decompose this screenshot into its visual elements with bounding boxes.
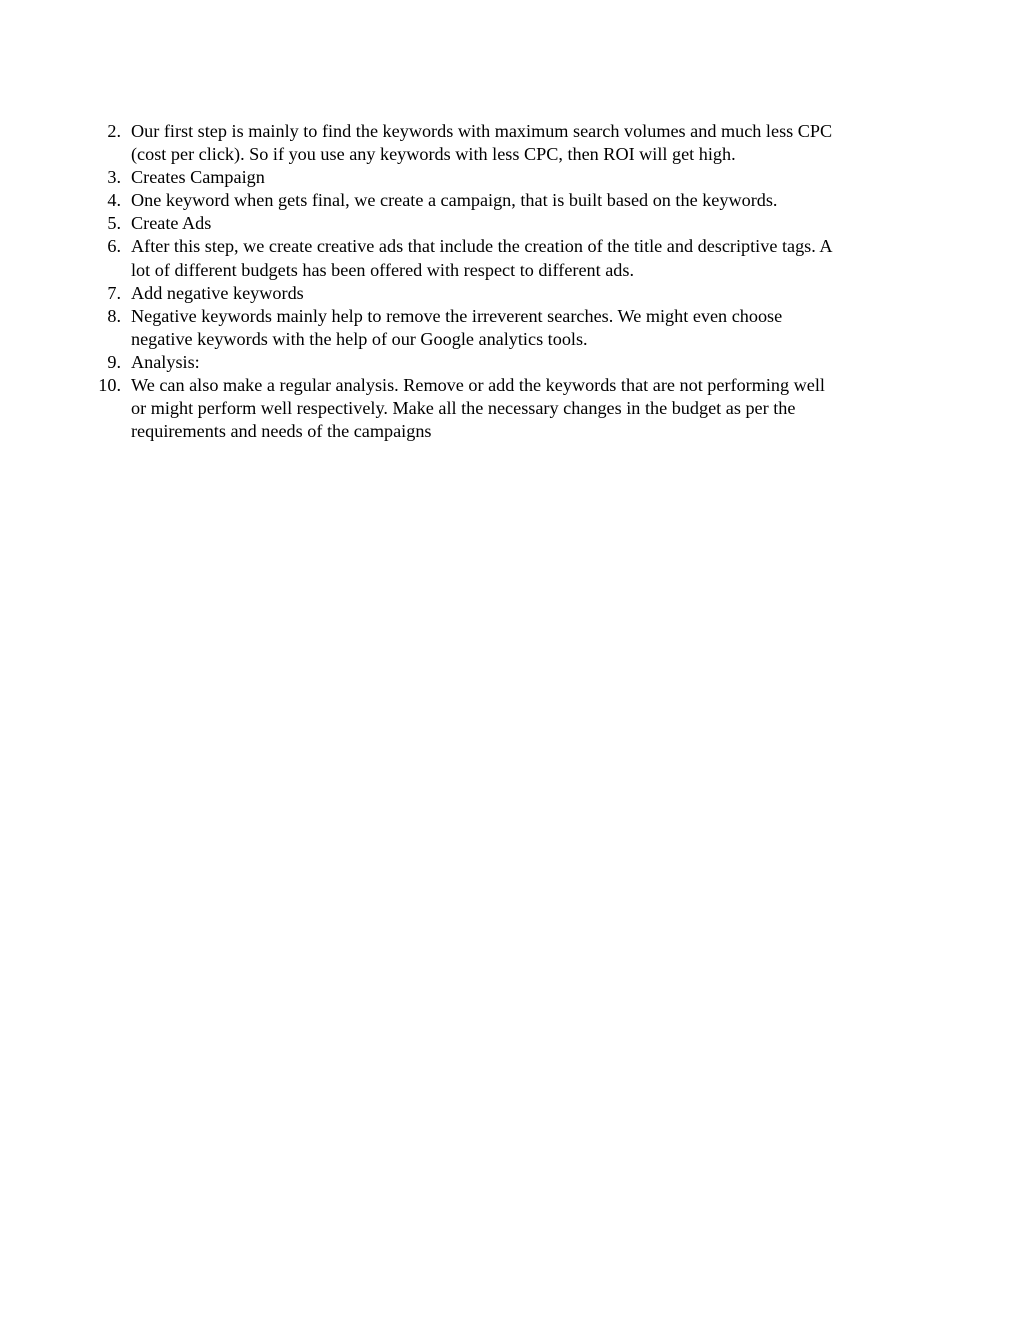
text-line: We can also make a regular analysis. Remove or add the keywords that are not performing well <box>131 375 825 396</box>
text-line: requirements and needs of the campaigns <box>131 421 432 442</box>
text-line: Create Ads <box>131 213 212 234</box>
list-item-number: 2. <box>107 121 121 141</box>
text-line: After this step, we create creative ads that include the creation of the title and descriptive tags. A <box>131 236 833 257</box>
text-line: Our first step is mainly to find the keywords with maximum search volumes and much less CPC <box>131 121 833 141</box>
list-item-number: 4. <box>107 190 121 211</box>
numbered-list <box>86 120 916 443</box>
list-item <box>86 282 916 305</box>
list-item <box>86 212 916 235</box>
list-item-number: 3. <box>107 167 121 188</box>
text-line: One keyword when gets final, we create a campaign, that is built based on the keywords. <box>131 190 778 211</box>
list-item <box>86 189 916 212</box>
list-item <box>86 305 916 351</box>
text-line: Add negative keywords <box>131 282 304 303</box>
list-item-text <box>121 351 916 374</box>
list-item-text <box>121 374 916 443</box>
list-item-number: 5. <box>107 213 121 234</box>
list-item <box>86 166 916 189</box>
text-line: Analysis: <box>131 351 200 372</box>
list-item <box>86 235 916 281</box>
list-item <box>86 120 916 166</box>
text-line: Creates Campaign <box>131 167 265 188</box>
list-item <box>86 374 916 443</box>
list-item <box>86 351 916 374</box>
text-line: negative keywords with the help of our Google analytics tools. <box>131 328 588 349</box>
list-item-text <box>121 120 916 166</box>
list-item-text <box>121 305 916 351</box>
list-item-number: 6. <box>107 236 121 257</box>
list-item-text <box>121 282 916 305</box>
text-line: (cost per click). So if you use any keywords with less CPC, then ROI will get high. <box>131 144 736 165</box>
text-line: Negative keywords mainly help to remove the irreverent searches. We might even choose <box>131 305 783 326</box>
list-item-number: 10. <box>98 375 121 396</box>
list-item-text <box>121 235 916 281</box>
list-item-text <box>121 189 916 212</box>
list-item-number: 9. <box>107 351 121 372</box>
text-line: lot of different budgets has been offered with respect to different ads. <box>131 259 635 280</box>
text-line: or might perform well respectively. Make all the necessary changes in the budget as per the <box>131 398 796 419</box>
list-item-text <box>121 212 916 235</box>
list-item-text <box>121 166 916 189</box>
list-item-number: 7. <box>107 282 121 303</box>
list-item-number: 8. <box>107 305 121 326</box>
